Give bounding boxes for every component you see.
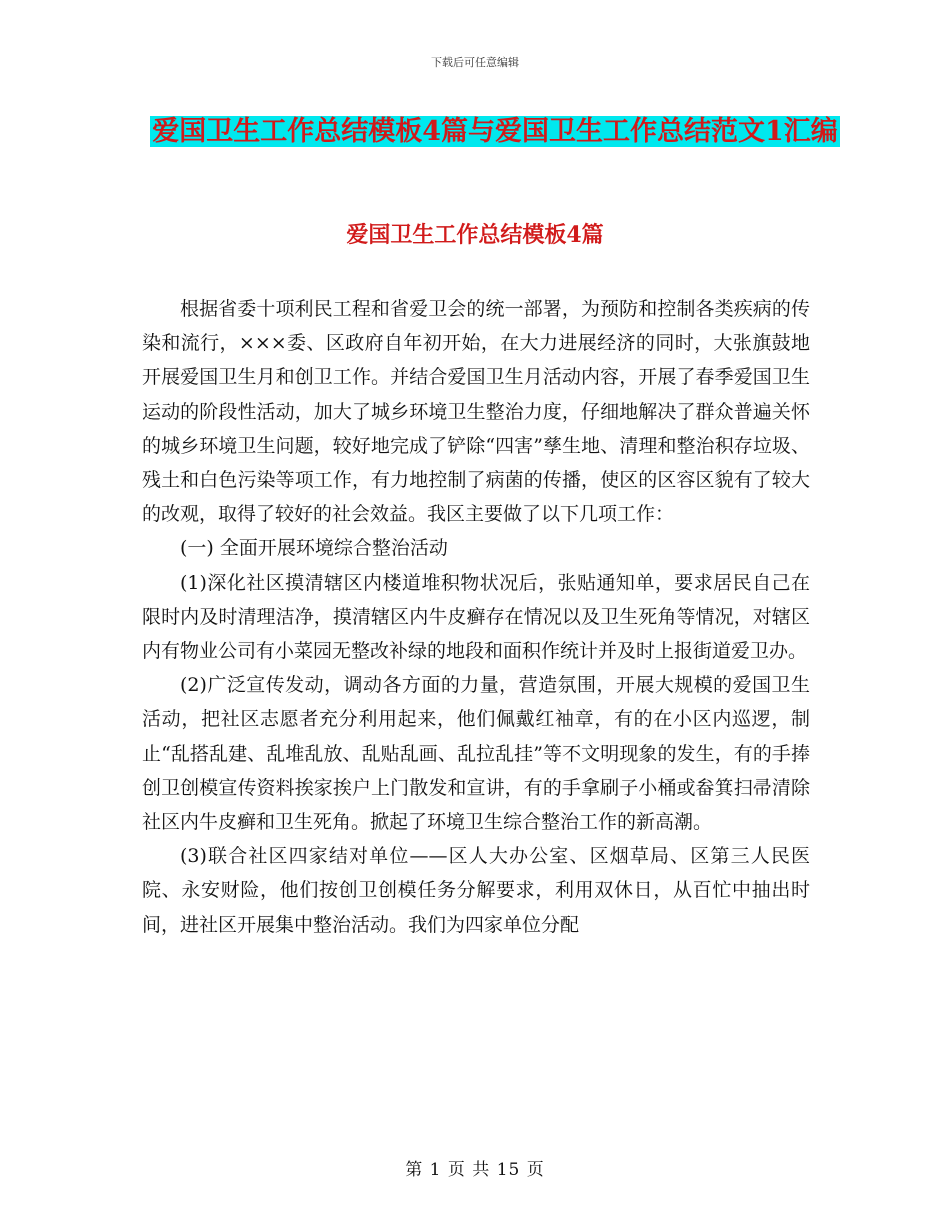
page-header-note: 下载后可任意编辑 [431,56,519,69]
page-footer: 第 1 页 共 15 页 [405,1160,545,1180]
section-title: 爱国卫生工作总结模板4篇 [346,222,604,248]
paragraph: (2)广泛宣传发动，调动各方面的力量，营造氛围，开展大规模的爱国卫生活动，把社区志愿者充分利用起来，他们佩戴红袖章，有的在小区内巡逻，制止“乱搭乱建、乱堆乱放、乱贴乱画、乱拉乱挂”等不文明现象的发生，有的手捧创卫创模宣传资料挨家挨户上门散发和宣讲，有的手拿刷子小桶或畚箕扫帚清除社区内牛皮癣和卫生死角。掀起了环境卫生综合整治工作的新高潮。 [142,674,810,834]
paragraph: (1)深化社区摸清辖区内楼道堆积物状况后，张贴通知单，要求居民自己在限时内及时清理洁净，摸清辖区内牛皮癣存在情况以及卫生死角等情况，对辖区内有物业公司有小菜园无整改补绿的地段和面积作统计并及时上报街道爱卫办。 [142,571,810,663]
paragraph: (一) 全面开展环境综合整治活动 [180,537,448,560]
document-body [142,292,810,942]
paragraph: (3)联合社区四家结对单位——区人大办公室、区烟草局、区第三人民医院、永安财险，他们按创卫创模任务分解要求，利用双休日，从百忙中抽出时间，进社区开展集中整治活动。我们为四家单位分配 [142,845,810,936]
paragraph: 根据省委十项利民工程和省爱卫会的统一部署，为预防和控制各类疾病的传染和流行，×××委、区政府自年初开始，在大力进展经济的同时，大张旗鼓地开展爱国卫生月和创卫工作。并结合爱国卫生月活动内容，开展了春季爱国卫生运动的阶段性活动，加大了城乡环境卫生整治力度，仔细地解决了群众普遍关怀的城乡环境卫生问题，较好地完成了铲除“四害”孳生地、清理和整治积存垃圾、残土和白色污染等项工作，有力地控制了病菌的传播，使区的区容区貌有了较大的改观，取得了较好的社会效益。我区主要做了以下几项工作： [142,298,810,526]
document-title-text: 爱国卫生工作总结模板4篇与爱国卫生工作总结范文1汇编 [152,116,838,147]
document-title [150,110,840,154]
